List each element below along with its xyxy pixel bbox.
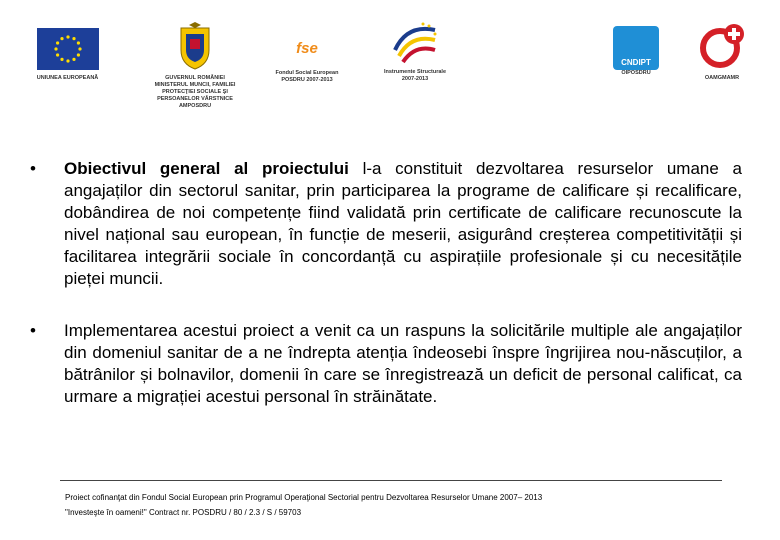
bullet-symbol: •	[30, 159, 36, 178]
coat-of-arms-icon	[175, 22, 215, 70]
content-area	[30, 158, 742, 408]
footer	[65, 490, 542, 520]
fse-mark-text: fse	[296, 39, 318, 57]
oamgmamr-caption: OAMGMAMR	[704, 75, 740, 81]
medical-cross-icon	[698, 22, 746, 70]
footer-line-1: Proiect cofinanţat din Fondul Social European prin Programul Operaţional Sectorial pentru Dezvoltarea Resurselor Umane 2007– 2013	[65, 493, 543, 502]
cndipt-badge	[613, 26, 659, 70]
cndipt-caption: OIPOSDRU	[621, 70, 651, 76]
structural-instruments-logo	[375, 20, 455, 83]
implementation-text: Implementarea acestui proiect a venit ca un raspuns la solicitările multiple ale angajaților din domeniul sanitar de a ne îndrepta atenția îndeosebi înspre îngrijirea nou-născuților, a bătrânilor și bolnavilor, domenii în care se înregistrează un deficit de personal calificat, ca urmare a migrației acestui personal în străinătate.	[64, 321, 742, 406]
fse-logo	[262, 32, 352, 84]
bullet-implementation	[30, 320, 742, 408]
eu-caption: UNIUNEA EUROPEANĂ	[36, 75, 99, 81]
oamgmamr-logo	[692, 22, 752, 82]
romania-government-logo	[140, 22, 250, 109]
structural-instruments-caption: Instrumente Structurale 2007-2013	[383, 69, 447, 82]
objective-text: l-a constituit dezvoltarea resurselor umane a angajaților din sectorul sanitar, prin participarea la programe de calificare și recalificare, dobândirea de noi competențe fiind validată prin certificate de calificare recunoscute la nivel național sau european, în funcție de meserii, asigurând creșterea competitivității și facilitarea integrării sociale în concordanță cu aspirațiile profesionale și cu necesitățile pieței muncii.	[64, 159, 742, 288]
bullet-symbol: •	[30, 321, 36, 340]
objective-heading: Obiectivul general al proiectului	[64, 159, 349, 178]
government-caption: GUVERNUL ROMÂNIEI MINISTERUL MUNCII, FAMILIEI PROTECŢIEI SOCIALE ŞI PERSOANELOR VÂRSTNICE AMPOSDRU	[154, 75, 236, 109]
eu-logo	[30, 28, 105, 82]
eu-flag-icon	[37, 28, 99, 70]
fse-mark	[262, 32, 352, 64]
cndipt-logo	[608, 26, 664, 77]
footer-divider	[60, 480, 722, 481]
cndipt-badge-text: CNDIPT	[621, 58, 651, 67]
bullet-objective	[30, 158, 742, 290]
footer-line-2: "Investeşte în oameni!" Contract nr. POSDRU / 80 / 2.3 / S / 59703	[65, 508, 302, 517]
structural-instruments-icon	[389, 20, 441, 64]
fse-caption: Fondul Social European POSDRU 2007-2013	[275, 70, 339, 83]
